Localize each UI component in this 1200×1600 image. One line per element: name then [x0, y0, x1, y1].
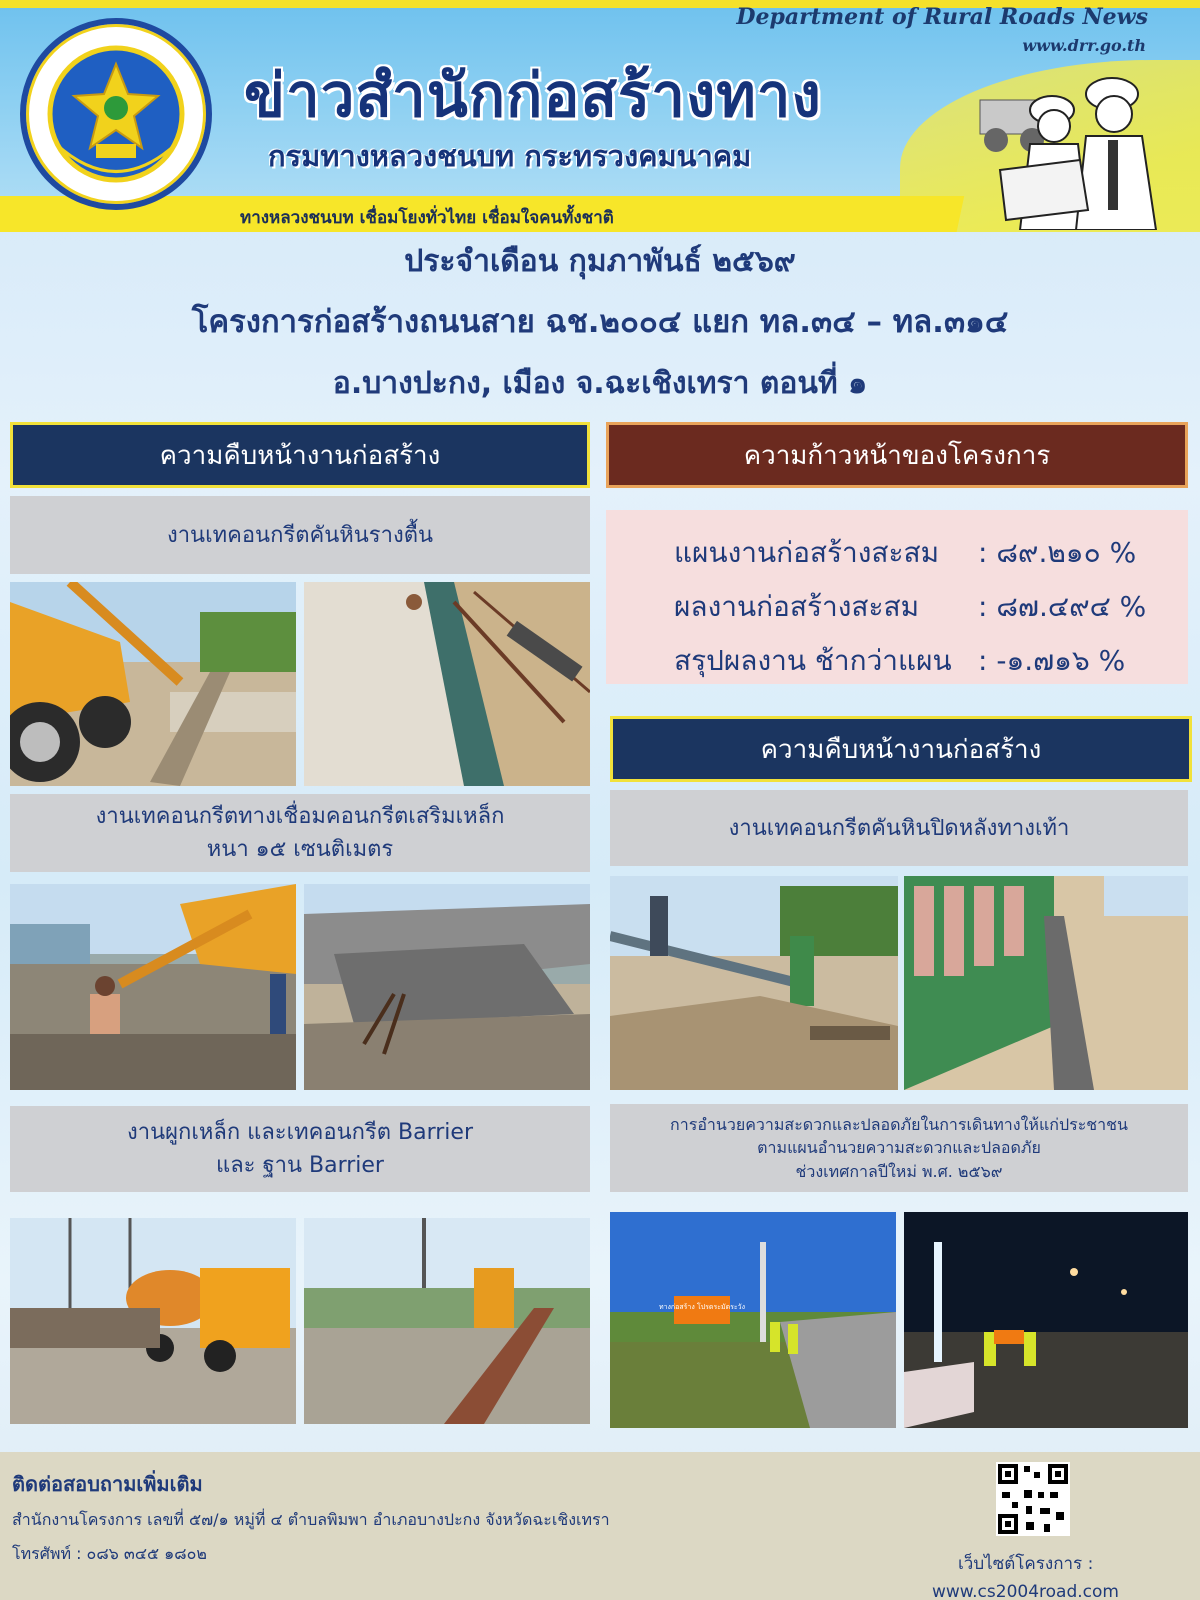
construction-sign-text: ทางก่อสร้าง โปรดระมัดระวัง [658, 1303, 746, 1311]
left-item1-label: งานเทคอนกรีตคันหินรางตื้น [166, 522, 434, 548]
left-item1-box [10, 496, 590, 574]
dept-english-name: Department of Rural Roads News [736, 4, 1148, 30]
photo-sidewalk-curb-fence [904, 876, 1188, 1090]
footer-title: ติดต่อสอบถามเพิ่มเติม [12, 1472, 203, 1496]
photo-curb-truck [10, 582, 296, 786]
photo-curb-gutter [304, 582, 590, 786]
right-item1-label: งานเทคอนกรีตคันหินปิดหลังทางเท้า [728, 815, 1070, 841]
progress-plan-value: : ๘๙.๒๑๐ % [978, 536, 1137, 569]
right-item2-line1: การอำนวยความสะดวกและปลอดภัยในการเดินทางให้แก่ประชาชน [670, 1115, 1128, 1135]
footer-website-link[interactable]: www.cs2004road.com [932, 1582, 1119, 1600]
photo-driveway-pour [10, 884, 296, 1090]
page-subtitle: กรมทางหลวงชนบท กระทรวงคมนาคม [268, 139, 752, 173]
drr-logo-icon [20, 18, 212, 210]
photo-night-traffic [904, 1212, 1188, 1428]
left-item2-line2: หนา ๑๕ เซนติเมตร [206, 837, 394, 862]
right-item1-box [610, 790, 1188, 866]
left-item2-line1: งานเทคอนกรีตทางเชื่อมคอนกรีตเสริมเหล็ก [95, 804, 505, 829]
progress-header [606, 422, 1188, 488]
progress-summary-label: สรุปผลงาน ช้ากว่าแผน [674, 644, 952, 677]
left-section-header-label: ความคืบหน้างานก่อสร้าง [159, 440, 441, 471]
photo-barrier-truck [10, 1218, 296, 1424]
footer [0, 1452, 1200, 1600]
progress-summary-value: : -๑.๗๑๖ % [978, 644, 1126, 677]
right-item2-box [610, 1104, 1188, 1192]
page-title: ข่าวสำนักก่อสร้างทาง [244, 61, 822, 131]
photo-barrier-base [304, 1218, 590, 1424]
dept-website: www.drr.go.th [1022, 36, 1146, 55]
progress-panel [606, 510, 1188, 684]
footer-address: สำนักงานโครงการ เลขที่ ๕๗/๑ หมู่ที่ ๔ ตำบลพิมพา อำเภอบางปะกง จังหวัดฉะเชิงเทรา [12, 1510, 610, 1529]
left-item3-line1: งานผูกเหล็ก และเทคอนกรีต Barrier [126, 1120, 474, 1145]
footer-phone: โทรศัพท์ : ๐๘๖ ๓๔๕ ๑๘๐๒ [12, 1544, 207, 1563]
project-name: โครงการก่อสร้างถนนสาย ฉช.๒๐๐๔ แยก ทล.๓๔ – ทล.๓๑๔ [191, 304, 1009, 340]
report-month: ประจำเดือน กุมภาพันธ์ ๒๕๖๙ [404, 244, 796, 279]
progress-plan-label: แผนงานก่อสร้างสะสม [674, 536, 940, 569]
right-item2-line3: ช่วงเทศกาลปีใหม่ พ.ศ. ๒๕๖๙ [795, 1161, 1003, 1181]
header-banner [0, 0, 1200, 232]
slogan: ทางหลวงชนบท เชื่อมโยงทั่วไทย เชื่อมใจคนทั้งชาติ [240, 208, 614, 228]
engineers-illustration-icon [960, 60, 1190, 230]
right-section-header [610, 716, 1192, 782]
qr-code-icon[interactable] [996, 1462, 1070, 1536]
footer-website-label: เว็บไซต์โครงการ : [958, 1554, 1094, 1574]
right-section-header-label: ความคืบหน้างานก่อสร้าง [760, 734, 1042, 765]
progress-row [674, 580, 1188, 634]
project-location: อ.บางปะกง, เมือง จ.ฉะเชิงเทรา ตอนที่ ๑ [332, 366, 868, 401]
progress-row [674, 526, 1188, 580]
progress-row [674, 634, 1188, 688]
left-item3-line2: และ ฐาน Barrier [216, 1153, 384, 1178]
progress-header-label: ความก้าวหน้าของโครงการ [743, 440, 1051, 471]
left-section-header [10, 422, 590, 488]
photo-driveway-slab [304, 884, 590, 1090]
left-item2-box [10, 794, 590, 872]
progress-actual-label: ผลงานก่อสร้างสะสม [674, 590, 920, 623]
left-item3-box [10, 1106, 590, 1192]
photo-day-traffic-sign [610, 1212, 896, 1428]
photo-sidewalk-curb-pour [610, 876, 898, 1090]
progress-actual-value: : ๘๗.๔๙๔ % [978, 590, 1147, 623]
right-item2-line2: ตามแผนอำนวยความสะดวกและปลอดภัย [757, 1138, 1041, 1158]
